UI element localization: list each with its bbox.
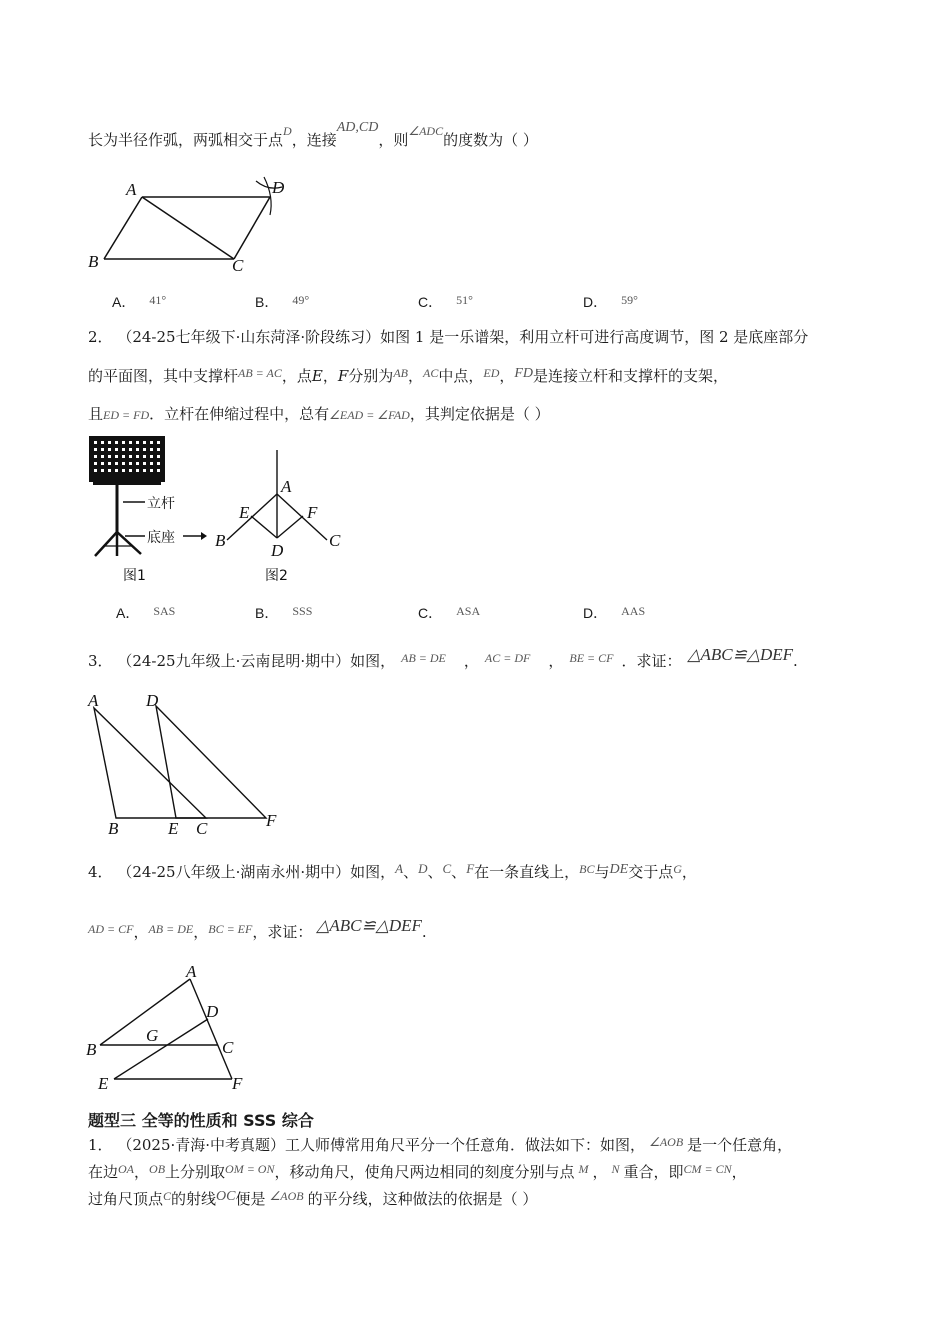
text: 与 (594, 863, 610, 881)
option-value: SSS (292, 604, 313, 618)
text: 的射线 (171, 1190, 217, 1208)
label-g: G (146, 1026, 159, 1045)
text: ．求证： (621, 652, 682, 670)
text: 长为半径作弧，两弧相交于点 (88, 131, 284, 149)
q2-line-2 (88, 366, 728, 388)
text: ，求证： (252, 923, 313, 941)
q2-option-c[interactable] (418, 603, 480, 623)
q1-option-b[interactable] (255, 292, 309, 312)
option-value: 49° (292, 293, 310, 307)
q3-line (88, 645, 798, 672)
math: C (163, 1189, 172, 1203)
text: 、 (451, 863, 467, 881)
question-source: （2025·青海·中考真题） (117, 1136, 286, 1154)
q2-figures (85, 432, 355, 584)
text: 如图， (350, 652, 396, 670)
math: OB (149, 1162, 166, 1176)
text: ，移动角尺，使角尺两边相同的刻度分别与点 (274, 1163, 575, 1181)
label-f: F (232, 1074, 243, 1090)
text: ，则 (378, 131, 409, 149)
label-a: A (281, 477, 292, 496)
question-source: （24-25八年级上·湖南永州·期中） (117, 863, 351, 881)
math: M (578, 1162, 589, 1176)
option-label: D． (583, 294, 608, 310)
text: 分别为 (348, 367, 394, 385)
q1-text-line (88, 120, 538, 152)
label-d: D (271, 541, 284, 560)
q1-option-d[interactable] (583, 292, 638, 312)
text: ，点 (281, 367, 312, 385)
text: 重合，即 (623, 1163, 684, 1181)
math: ∠AOB (269, 1189, 304, 1203)
math: G (673, 862, 682, 876)
q2-option-b[interactable] (255, 603, 312, 623)
text: 、 (427, 863, 443, 881)
label-a: A (88, 691, 99, 710)
stand-base-plan-figure (215, 450, 341, 584)
math: BC (579, 862, 595, 876)
text: 交于点 (628, 863, 674, 881)
math: D (418, 861, 428, 876)
q3-triangles-figure (82, 690, 292, 840)
option-label: C． (418, 294, 443, 310)
q1-option-a[interactable] (112, 292, 166, 312)
text: ， (731, 1163, 747, 1181)
math: ∠AOB (649, 1135, 684, 1149)
math: AB = DE (148, 922, 194, 936)
label-b: B (86, 1040, 97, 1059)
option-value: 59° (621, 293, 638, 307)
text: . (793, 652, 798, 670)
label-b: B (88, 252, 99, 271)
option-value: 41° (149, 293, 167, 307)
q4-line-1 (88, 862, 697, 884)
math: AC = DF (484, 651, 531, 665)
s3-q1-line-2 (88, 1162, 747, 1183)
q2-option-d[interactable] (583, 603, 645, 623)
text: ， (133, 923, 149, 941)
label-d: D (146, 691, 159, 710)
q2-line-1 (88, 327, 808, 347)
label-e: E (239, 503, 250, 522)
q1-option-c[interactable] (418, 292, 473, 312)
text: 、 (403, 863, 419, 881)
label-base: 底座 (147, 530, 175, 546)
option-label: C． (418, 605, 443, 621)
label-a: A (186, 965, 197, 981)
question-number: 3． (88, 652, 113, 670)
math-congruence: △ABC≌△DEF (687, 645, 794, 664)
math: ED (483, 366, 500, 380)
label-e: E (168, 819, 179, 838)
label-c: C (329, 531, 341, 550)
math: OM = ON (225, 1162, 275, 1176)
label-c: C (196, 819, 208, 838)
label-e: E (98, 1074, 109, 1090)
q1-parallelogram-figure (80, 175, 300, 275)
text: 且 (88, 405, 104, 423)
math: ∠EAD = ∠FAD (329, 408, 410, 422)
math: DE (609, 862, 629, 877)
text: 工人师傅常用角尺平分一个任意角．做法如下：如图， (285, 1136, 646, 1154)
text: ， (499, 367, 515, 385)
text: 上分别取 (165, 1163, 226, 1181)
question-source: （24-25七年级下·山东菏泽·阶段练习） (117, 328, 381, 346)
figure-1-caption: 图1 (123, 568, 146, 584)
label-c: C (232, 256, 244, 275)
math: OA (118, 1162, 135, 1176)
figure-2-caption: 图2 (265, 568, 288, 584)
q2-option-a[interactable] (116, 603, 175, 623)
math: BC = EF (208, 922, 253, 936)
math: AB (393, 366, 408, 380)
option-value: SAS (153, 604, 176, 618)
option-value: ASA (456, 604, 481, 618)
text: ， (548, 652, 564, 670)
text: ， (407, 367, 423, 385)
question-number: 1． (88, 1136, 113, 1154)
question-number: 4． (88, 863, 113, 881)
option-value: 51° (456, 293, 473, 307)
label-d: D (272, 178, 285, 197)
math: BE = CF (569, 651, 614, 665)
label-f: F (266, 811, 277, 830)
label-b: B (215, 531, 226, 550)
text: . (421, 923, 427, 941)
math: CM = CN (683, 1162, 732, 1176)
text: 的平分线，这种做法的依据是（ ） (307, 1190, 538, 1208)
s3-q1-line-3 (88, 1189, 537, 1211)
option-label: B． (255, 294, 279, 310)
math: AC (423, 366, 439, 380)
text: 中点， (438, 367, 484, 385)
text: 如图， (350, 863, 396, 881)
text: ．立杆在伸缩过程中，总有 (149, 405, 330, 423)
option-label: D． (583, 605, 608, 621)
text: 的平面图，其中支撑杆 (88, 367, 239, 385)
math: FD (514, 366, 534, 381)
label-pole: 立杆 (147, 496, 175, 512)
math: AB = DE (401, 651, 446, 665)
text: 便是 (235, 1190, 266, 1208)
section-heading: 题型三 全等的性质和 SSS 综合 (88, 1111, 314, 1130)
text: 的度数为（ ） (443, 131, 538, 149)
math-congruence: △ABC≌△DEF (316, 916, 422, 935)
label-a: A (126, 180, 137, 199)
math-angle-adc: ∠ADC (408, 124, 444, 138)
math: A (395, 861, 404, 876)
option-label: B． (255, 605, 279, 621)
math: OC (216, 1189, 236, 1204)
text: ， (134, 1163, 150, 1181)
q4-triangles-figure (82, 965, 272, 1090)
text: 在边 (88, 1163, 119, 1181)
math-ad-cd: AD,CD (336, 120, 379, 135)
option-label: A． (112, 294, 136, 310)
option-label: A． (116, 605, 140, 621)
q4-line-2 (88, 916, 427, 943)
math: AD = CF (88, 922, 134, 936)
math-f: F (337, 367, 349, 385)
q2-line-3 (88, 404, 550, 425)
label-f: F (307, 503, 318, 522)
text: ， (592, 1163, 608, 1181)
math: C (442, 861, 452, 876)
text: ， (322, 367, 338, 385)
option-value: AAS (621, 604, 646, 618)
math-d: D (283, 124, 292, 138)
text: ，连接 (291, 131, 337, 149)
text: ， (463, 652, 479, 670)
math: F (466, 861, 475, 876)
text: 如图 1 是一乐谱架，利用立杆可进行高度调节，图 2 是底座部分 (380, 328, 809, 346)
text: ，其判定依据是（ ） (409, 405, 550, 423)
text: 是连接立杆和支撑杆的支架， (533, 367, 729, 385)
label-b: B (108, 819, 119, 838)
question-number: 2． (88, 328, 113, 346)
text: 在一条直线上， (474, 863, 580, 881)
text: 过角尺顶点 (88, 1190, 164, 1208)
math: AB = AC (238, 366, 282, 380)
music-stand-figure (89, 436, 207, 584)
math: ED = FD (103, 408, 150, 422)
label-c: C (222, 1038, 234, 1057)
label-d: D (206, 1002, 219, 1021)
text: ， (193, 923, 209, 941)
s3-q1-line-1 (88, 1135, 792, 1156)
text: 是一个任意角， (687, 1136, 793, 1154)
question-source: （24-25九年级上·云南昆明·期中） (117, 652, 351, 670)
math: N (611, 1162, 620, 1176)
math-e: E (311, 367, 323, 385)
text: ， (681, 863, 697, 881)
